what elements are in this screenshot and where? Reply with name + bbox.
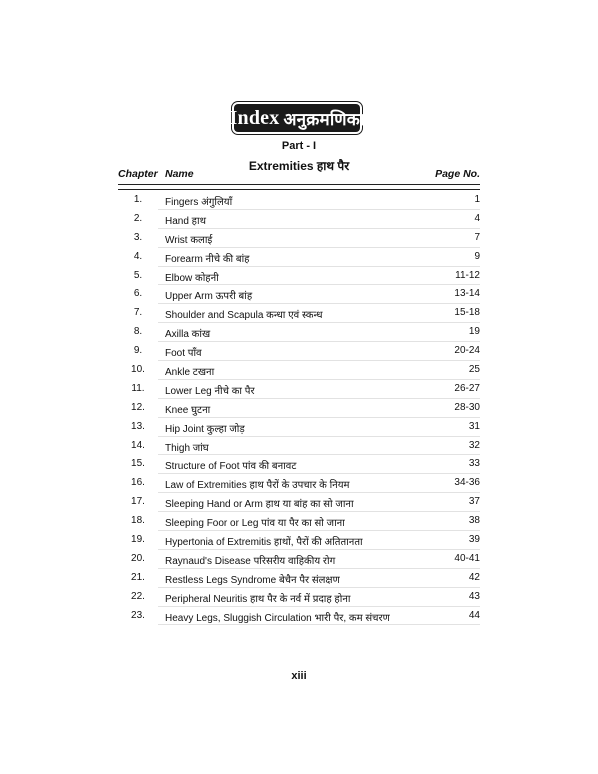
chapter-name: Axilla कांख (165, 329, 211, 341)
chapter-page: 40-41 (454, 552, 480, 564)
table-row (118, 323, 480, 342)
chapter-page: 28-30 (454, 401, 480, 413)
chapter-number: 9. (133, 345, 143, 357)
chapter-name: Raynaud's Disease परिसरीय वाहिकीय रोग (165, 555, 336, 567)
chapter-name: Upper Arm ऊपरी बांह (165, 291, 253, 303)
page-number: xiii (291, 670, 307, 682)
chapter-page: 1 (474, 194, 480, 205)
chapter-name: Ankle टखना (165, 367, 215, 379)
table-row (118, 512, 480, 531)
chapter-page: 42 (468, 571, 480, 583)
chapter-number: 5. (133, 269, 143, 281)
chapter-page: 32 (468, 439, 480, 451)
chapter-number: 17. (131, 496, 145, 508)
chapter-number: 7. (133, 307, 143, 319)
chapter-name: Peripheral Neuritis हाथ पैर के नर्व में प्रदाह होना (165, 593, 351, 605)
table-row (118, 380, 480, 399)
chapter-name: Hand हाथ (165, 215, 206, 227)
chapter-name: Wrist कलाई (165, 234, 213, 246)
header-rule-top (118, 184, 480, 185)
table-row (118, 248, 480, 267)
chapter-name: Hip Joint कुल्हा जोड़ (165, 423, 245, 435)
chapter-name: Restless Legs Syndrome बेचैन पैर संलक्षण (165, 574, 340, 586)
chapter-page: 37 (468, 496, 480, 508)
chapter-number: 2. (133, 212, 143, 224)
chapter-number: 22. (131, 590, 145, 602)
chapter-name: Hypertonia of Extremitis हाथों, पैरों की अतितानता (165, 537, 363, 549)
header-page: Page No. (435, 168, 480, 180)
chapter-number: 18. (131, 515, 145, 527)
index-title-box (229, 104, 365, 132)
chapter-page: 15-18 (454, 307, 480, 319)
chapter-page: 26-27 (454, 382, 480, 394)
chapter-number: 12. (131, 401, 145, 413)
chapter-number: 21. (131, 571, 145, 583)
chapter-page: 43 (468, 590, 480, 602)
chapter-page: 33 (468, 458, 480, 470)
table-row (118, 267, 480, 286)
table-row (118, 437, 480, 456)
chapter-page: 11-12 (455, 269, 480, 281)
chapter-page: 39 (468, 534, 480, 546)
index-table (118, 191, 480, 625)
table-row (118, 399, 480, 418)
table-row (118, 474, 480, 493)
chapter-number: 4. (133, 250, 143, 262)
chapter-name: Sleeping Hand or Arm हाथ या बांह का सो जाना (165, 499, 354, 511)
table-row (118, 304, 480, 323)
chapter-number: 13. (131, 420, 145, 432)
chapter-number: 1. (133, 194, 143, 205)
table-row (118, 342, 480, 361)
chapter-number: 19. (131, 534, 145, 546)
chapter-name: Fingers अंगुलियाँ (165, 197, 233, 208)
table-row (118, 550, 480, 569)
chapter-number: 8. (133, 326, 143, 338)
table-header (118, 168, 480, 182)
part-label: Part - I (281, 140, 317, 152)
chapter-page: 7 (474, 231, 480, 243)
chapter-page: 25 (468, 364, 480, 376)
chapter-page: 20-24 (454, 345, 480, 357)
chapter-name: Foot पाँव (165, 348, 202, 360)
chapter-page: 19 (468, 326, 480, 338)
index-title-en: Index (229, 106, 280, 129)
chapter-name: Forearm नीचे की बांह (165, 253, 250, 265)
table-row (118, 285, 480, 304)
chapter-page: 38 (468, 515, 480, 527)
chapter-name: Elbow कोहनी (165, 272, 219, 284)
table-row (118, 607, 480, 626)
table-row (118, 493, 480, 512)
chapter-page: 9 (474, 250, 480, 262)
table-row (118, 191, 480, 210)
chapter-number: 20. (131, 552, 145, 564)
chapter-number: 16. (131, 477, 145, 489)
chapter-name: Structure of Foot पांव की बनावट (165, 461, 297, 473)
header-rule-bottom (118, 189, 480, 190)
chapter-name: Lower Leg नीचे का पैर (165, 385, 255, 397)
chapter-number: 6. (133, 288, 143, 300)
chapter-number: 14. (131, 439, 145, 451)
chapter-name: Thigh जांघ (165, 442, 209, 454)
chapter-number: 10. (131, 364, 145, 376)
chapter-name: Heavy Legs, Sluggish Circulation भारी पैर, कम संचरण (165, 612, 390, 624)
chapter-page: 34-36 (454, 477, 480, 489)
chapter-number: 3. (133, 231, 143, 243)
section-subtitle: Extremities हाथ पैर (248, 159, 350, 173)
chapter-page: 13-14 (454, 288, 480, 300)
index-title-hi: अनुक्रमणिका (283, 109, 365, 130)
chapter-name: Sleeping Foor or Leg पांव या पैर का सो जाना (165, 518, 345, 530)
header-chapter: Chapter (118, 168, 158, 180)
table-row (118, 361, 480, 380)
table-row (118, 569, 480, 588)
chapter-name: Law of Extremities हाथ पैरों के उपचार के नियम (165, 480, 350, 492)
table-row (118, 531, 480, 550)
table-row (118, 588, 480, 607)
table-row (118, 229, 480, 248)
chapter-page: 4 (474, 212, 480, 224)
chapter-page: 44 (468, 609, 480, 621)
chapter-page: 31 (468, 420, 480, 432)
table-row (118, 455, 480, 474)
chapter-number: 11. (131, 382, 145, 394)
table-row (118, 418, 480, 437)
chapter-name: Knee घुटना (165, 404, 211, 416)
table-row (118, 210, 480, 229)
chapter-name: Shoulder and Scapula कन्धा एवं स्कन्ध (165, 310, 323, 322)
chapter-number: 23. (131, 609, 145, 621)
chapter-number: 15. (131, 458, 145, 470)
header-name: Name (165, 168, 194, 180)
row-divider (158, 624, 480, 625)
